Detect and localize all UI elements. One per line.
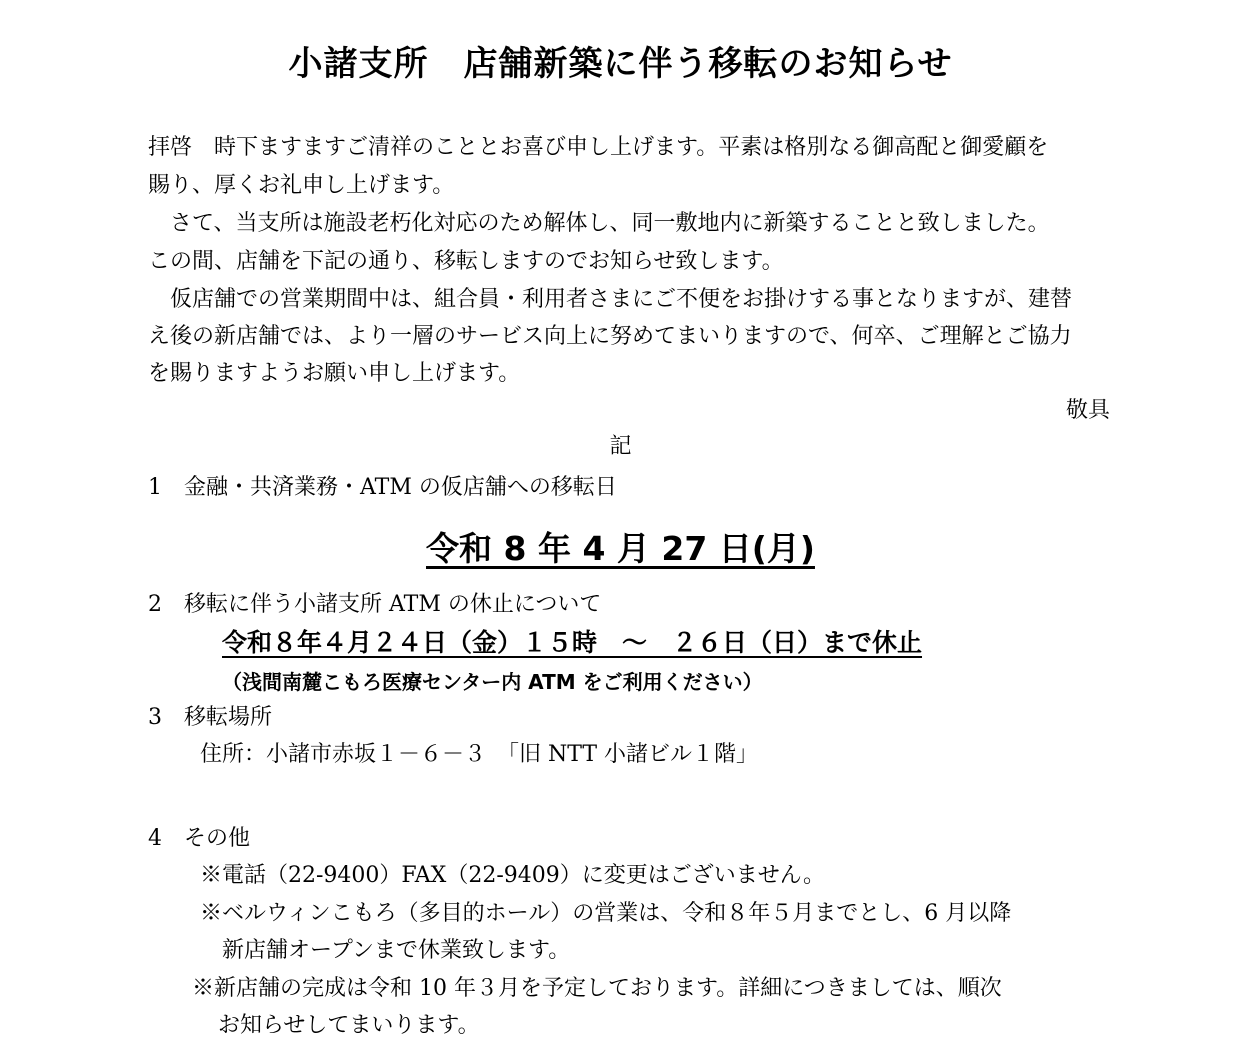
closing-keigu: 敬具 (1066, 398, 1111, 423)
body-line-6: え後の新店舗では、より一層のサービス向上に努めてまいりますので、何卒、ご理解とご協力 (148, 324, 1072, 349)
item-3-label: 3 移転場所 (148, 705, 272, 730)
body-line-1: 拝啓 時下ますますご清祥のこととお喜び申し上げます。平素は格別なる御高配と御愛顧を (148, 135, 1049, 160)
body-line-7: を賜りますようお願い申し上げます。 (148, 361, 521, 386)
item-4-note-1: ※電話（22-9400）FAX（22-9409）に変更はございません。 (200, 863, 826, 888)
page-title: 小諸支所 店舗新築に伴う移転のお知らせ (288, 44, 953, 84)
item-1-date: 令和 8 年 4 月 27 日(月) (426, 529, 815, 568)
ki-heading: 記 (609, 434, 632, 459)
item-2-note: （浅間南麓こもろ医療センター内 ATM をご利用ください） (222, 670, 763, 694)
body-line-4: この間、店舗を下記の通り、移転しますのでお知らせ致します。 (148, 249, 784, 274)
item-2-label: 2 移転に伴う小諸支所 ATM の休止について (148, 592, 602, 617)
item-4-note-2b: 新店舗オープンまで休業致します。 (222, 938, 571, 963)
item-4-note-3b: お知らせしてまいります。 (218, 1013, 480, 1038)
item-4-note-2a: ※ベルウィンこもろ（多目的ホール）の営業は、令和８年５月までとし、6 月以降 (200, 901, 1012, 926)
item-1-label: 1 金融・共済業務・ATM の仮店舗への移転日 (148, 475, 617, 500)
item-3-address: 住所：小諸市赤坂１－６－３ 「旧 NTT 小諸ビル１階」 (200, 742, 758, 767)
body-line-5: 仮店舗での営業期間中は、組合員・利用者さまにご不便をお掛けする事となりますが、建替 (148, 287, 1073, 312)
body-line-3: さて、当支所は施設老朽化対応のため解体し、同一敷地内に新築することと致しました。 (148, 211, 1050, 236)
item-2-period: 令和８年４月２４日（金）１５時 ～ ２６日（日）まで休止 (222, 628, 923, 657)
item-4-label: 4 その他 (148, 826, 250, 851)
body-line-2: 賜り、厚くお礼申し上げます。 (148, 173, 455, 198)
item-4-note-3a: ※新店舗の完成は令和 10 年３月を予定しております。詳細につきましては、順次 (192, 976, 1002, 1001)
